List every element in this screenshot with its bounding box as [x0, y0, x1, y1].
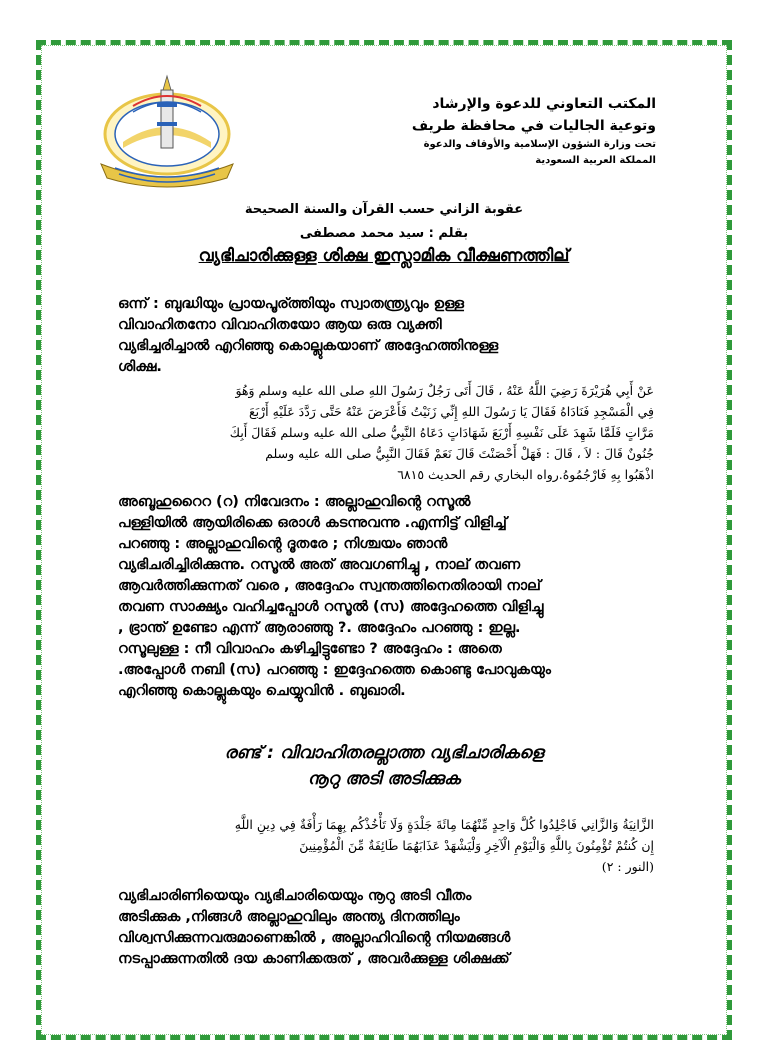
organization-header	[412, 93, 656, 169]
arabic-title: عقوبة الزاني حسب القرآن والسنة الصحيحة	[244, 202, 524, 217]
text-line: ശിക്ഷ.	[118, 359, 162, 375]
text-line: റസൂലുള്ള : നീ വിവാഹം കഴിച്ചിട്ടുണ്ടോ ? അദ്ദേഹം : അതെ	[118, 641, 502, 657]
minaret-seal-icon	[93, 72, 241, 190]
section1-intro	[118, 294, 656, 378]
quran-verse	[110, 814, 654, 877]
org-ministry-line: تحت وزارة الشؤون الإسلامية والأوقاف والدعوة	[423, 139, 656, 150]
organization-logo	[93, 72, 241, 190]
verse-line: الزَّانِيَةُ وَالزَّانِي فَاجْلِدُوا كُلَّ وَاحِدٍ مِّنْهُمَا مِائَةَ جَلْدَةٍ وَلَا تَأْخُذْكُم بِهِمَا رَأْفَةٌ فِي دِينِ اللَّهِ	[234, 817, 654, 832]
hadith-translation	[118, 492, 656, 702]
text-line: പള്ളിയിൽ ആയിരിക്കെ ഒരാൾ കടന്നുവന്നു .എന്നിട്ട് വിളിച്ച്	[118, 515, 507, 531]
text-line: വ്യഭിച്ചരിച്ചാൽ എറിഞ്ഞു കൊല്ലുകയാണ് അദ്ദേഹത്തിനുള്ള	[118, 338, 499, 354]
org-name-line1: المكتب التعاوني للدعوة والإرشاد	[432, 96, 656, 112]
malayalam-title: വ്യഭിചാരിക്കുള്ള ശിക്ഷ ഇസ്ലാമിക വീക്ഷണത്തില്	[198, 246, 570, 266]
hadith-line: مَرَّاتٍ فَلَمَّا شَهِدَ عَلَى نَفْسِهِ أَرْبَعَ شَهَادَاتٍ دَعَاهُ النَّبِيُّ صلى الله عليه وسلم فَقَالَ أَبِكَ	[229, 425, 654, 440]
text-line: അബൂഹുറൈറ (റ) നിവേദനം : അല്ലാഹുവിന്റെ റസൂൽ	[118, 494, 471, 510]
text-line: വിശ്വസിക്കുന്നവരുമാണെങ്കിൽ , അല്ലാഹിവിന്റെ നിയമങ്ങൾ	[118, 930, 511, 946]
text-line: വ്യഭിചാരിണിയെയും വ്യഭിചാരിയെയും നൂറു അടി വീതം	[118, 888, 472, 904]
org-name-line2: وتوعية الجاليات في محافظة طريف	[411, 118, 656, 134]
verse-reference: (النور : ٢)	[601, 859, 654, 874]
hadith-line: اذْهَبُوا بِهِ فَارْجُمُوهُ.رواه البخاري رقم الحديث ٦٨١٥	[397, 467, 654, 482]
section2-heading-line1: രണ്ട് : വിവാഹിതരല്ലാത്ത വ്യഭിചാരികളെ	[224, 743, 544, 763]
text-line: ആവർത്തിക്കുന്നത് വരെ , അദ്ദേഹം സ്വന്തത്തിനെതിരായി നാല്	[118, 578, 541, 594]
text-line: പറഞ്ഞു : അല്ലാഹുവിന്റെ ദൂതരേ ; നിശ്ചയം ഞാൻ	[118, 536, 448, 552]
text-line: തവണ സാക്ഷ്യം വഹിച്ചപ്പോൾ റസൂൽ (സ) അദ്ദേഹത്തെ വിളിച്ചു	[118, 599, 544, 615]
hadith-line: فِي الْمَسْجِدِ فَنَادَاهُ فَقَالَ يَا رَسُولَ اللهِ إِنِّي زَنَيْتُ فَأَعْرَضَ عَنْهُ حَتَّى رَدَّدَ عَلَيْهِ أَرْبَعَ	[248, 404, 654, 419]
hadith-arabic	[110, 380, 654, 485]
org-country-line: المملكة العربية السعودية	[535, 155, 656, 166]
section2-heading-line2: നൂറു അടി അടിക്കുക	[307, 769, 461, 789]
author-line: بقلم : سيد محمد مصطفى	[299, 226, 469, 241]
hadith-line: جُنُونٌ قَالَ : لاَ ، قَالَ : فَهَلْ أَحْصَنْتَ قَالَ نَعَمْ فَقَالَ النَّبِيُّ صلى الله عليه وسلم	[265, 446, 654, 461]
text-line: ഒന്ന് : ബുദ്ധിയും പ്രായപൂര്ത്തിയും സ്വാതന്ത്ര്യവും ഉള്ള	[118, 296, 465, 312]
verse-line: إِن كُنتُمْ تُؤْمِنُونَ بِاللَّهِ وَالْيَوْمِ الْآخِرِ وَلْيَشْهَدْ عَذَابَهُمَا طَائِفَةٌ مِّنَ الْمُؤْمِنِينَ	[299, 838, 654, 853]
text-line: , ഭ്രാന്ത് ഉണ്ടോ എന്ന് ആരാഞ്ഞു ?. അദ്ദേഹം പറഞ്ഞു : ഇല്ല.	[118, 620, 521, 636]
text-line: അടിക്കുക ,നിങ്ങൾ അല്ലാഹുവിലും അന്ത്യ ദിനത്തിലും	[118, 909, 460, 925]
text-line: വ്യഭിചരിച്ചിരിക്കുന്നു. റസൂൽ അത് അവഗണിച്ചു , നാല് തവണ	[118, 557, 521, 573]
section2-heading	[0, 740, 768, 792]
text-line: എറിഞ്ഞു കൊല്ലുകയും ചെയ്യുവിൻ . ബുഖാരി.	[118, 683, 406, 699]
text-line: .അപ്പോൾ നബി (സ) പറഞ്ഞു : ഇദ്ദേഹത്തെ കൊണ്ടു പോവുകയും	[118, 662, 551, 678]
text-line: നടപ്പാക്കുന്നതിൽ ദയ കാണിക്കരുത് , അവർക്കുള്ള ശിക്ഷക്ക്	[118, 951, 510, 967]
hadith-line: عَنْ أَبِي هُرَيْرَةَ رَضِيَ اللَّهُ عَنْهُ ، قَالَ أَتَى رَجُلٌ رَسُولَ اللهِ صلى الله عليه وسلم وَهُوَ	[235, 383, 654, 398]
text-line: വിവാഹിതനോ വിവാഹിതയോ ആയ ഒരു വ്യക്തി	[118, 317, 442, 333]
verse-translation	[118, 886, 656, 970]
